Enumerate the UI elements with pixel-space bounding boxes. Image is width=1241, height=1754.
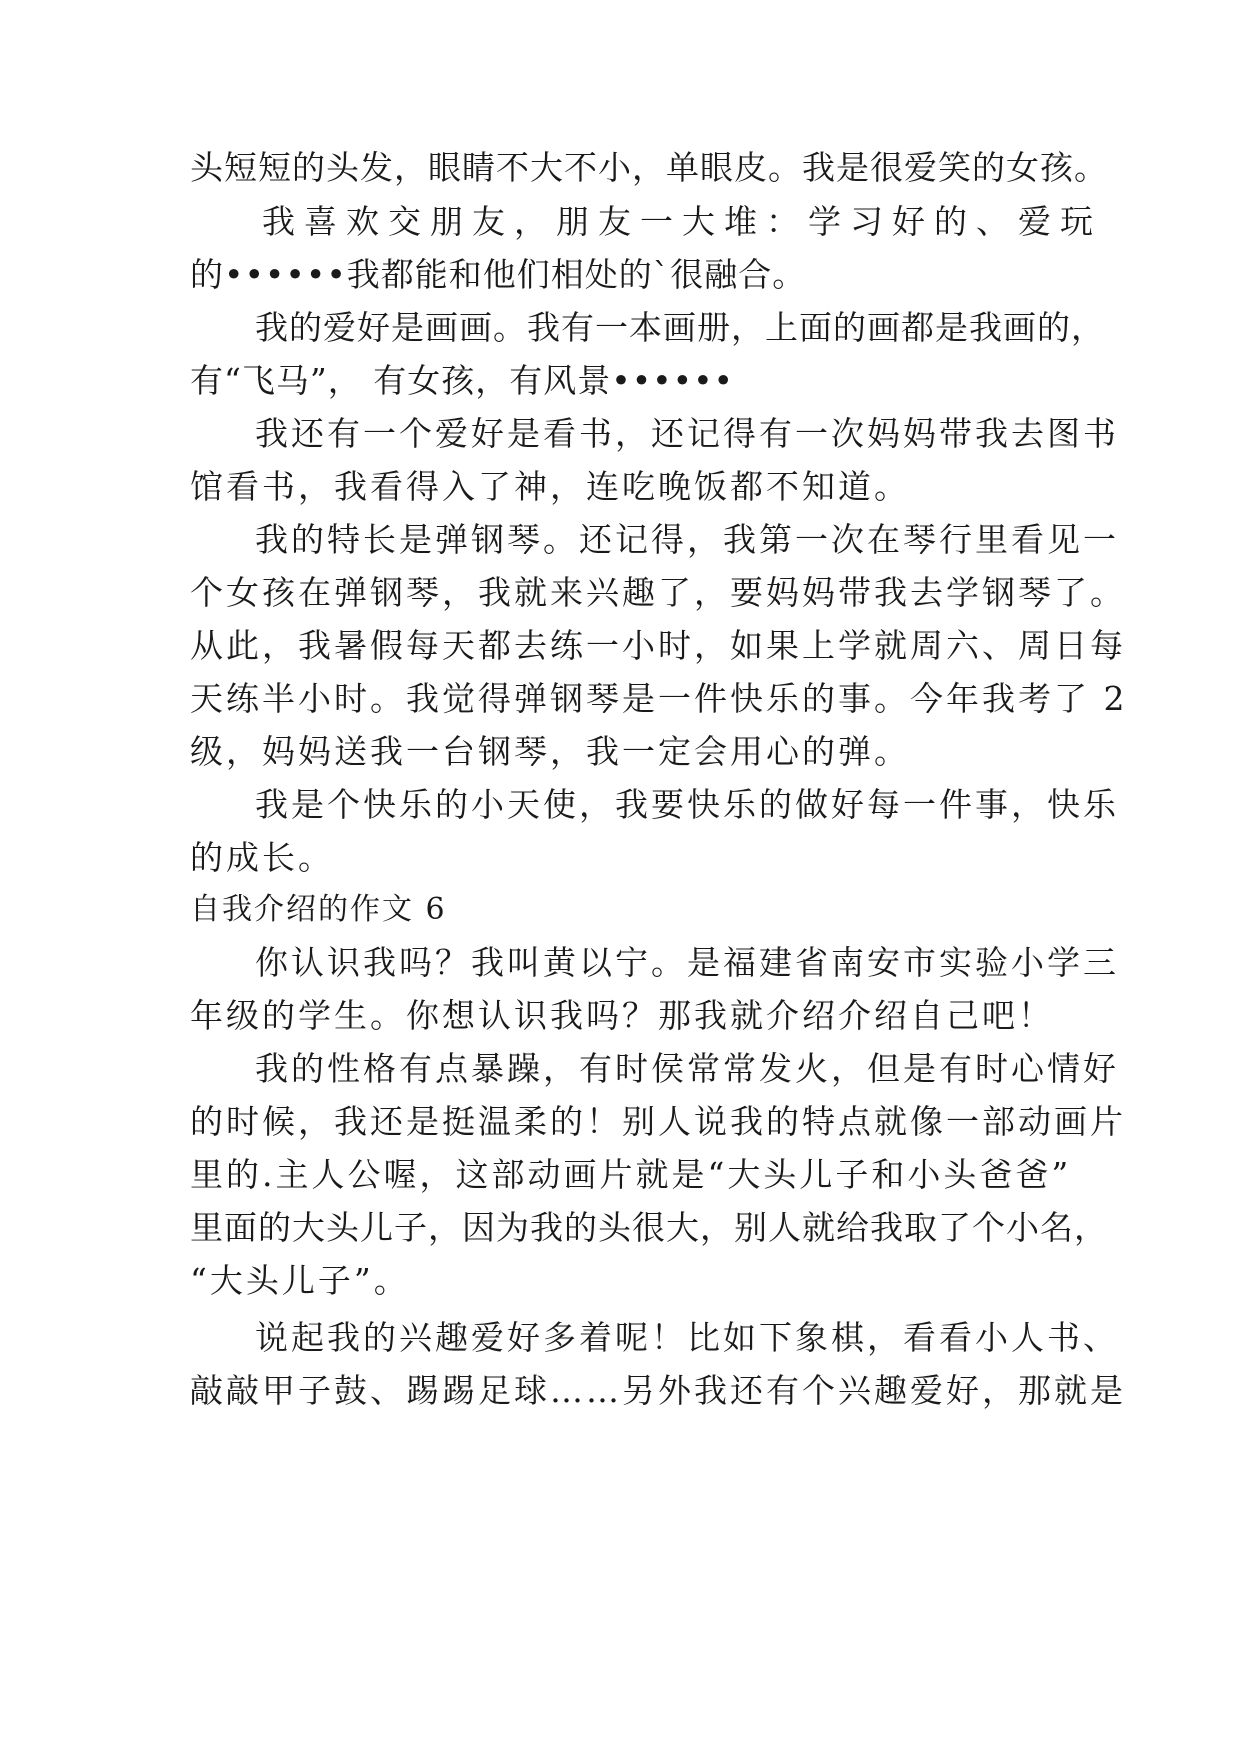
text-line: 里的.主人公喔，这部动画片就是“大头儿子和小头爸爸” bbox=[190, 1155, 1072, 1194]
text-line: 我还有一个爱好是看书，还记得有一次妈妈带我去图书 bbox=[255, 414, 1119, 453]
text-line: 我是个快乐的小天使，我要快乐的做好每一件事，快乐 bbox=[255, 785, 1119, 824]
text-line: 头短短的头发，眼睛不大不小，单眼皮。我是很爱笑的女孩。 bbox=[190, 148, 1108, 187]
text-line: 个女孩在弹钢琴，我就来兴趣了，要妈妈带我去学钢琴了。 bbox=[190, 573, 1126, 612]
text-line: 我的性格有点暴躁，有时侯常常发火，但是有时心情好 bbox=[255, 1049, 1119, 1088]
text-line: 里面的大头儿子，因为我的头很大，别人就给我取了个小名， bbox=[190, 1208, 1108, 1247]
text-line: 我喜欢交朋友，朋友一大堆：学习好的、爱玩 bbox=[262, 202, 1102, 241]
text-line: 馆看书，我看得入了神，连吃晚饭都不知道。 bbox=[190, 467, 910, 506]
text-line: 年级的学生。你想认识我吗？那我就介绍介绍自己吧！ bbox=[190, 996, 1054, 1035]
text-line: 的成长。 bbox=[190, 838, 334, 877]
text-line: “大头儿子”。 bbox=[190, 1261, 410, 1300]
text-line: 从此，我暑假每天都去练一小时，如果上学就周六、周日每 bbox=[190, 626, 1126, 665]
text-line: 的时候，我还是挺温柔的！别人说我的特点就像一部动画片 bbox=[190, 1102, 1126, 1141]
text-line: 说起我的兴趣爱好多着呢！比如下象棋，看看小人书、 bbox=[255, 1318, 1119, 1357]
section-heading: 自我介绍的作文 6 bbox=[190, 892, 447, 927]
text-line: 敲敲甲子鼓、踢踢足球……另外我还有个兴趣爱好，那就是 bbox=[190, 1371, 1126, 1410]
text-line: 我的爱好是画画。我有一本画册，上面的画都是我画的， bbox=[255, 308, 1105, 347]
text-line: 级，妈妈送我一台钢琴，我一定会用心的弹。 bbox=[190, 732, 910, 771]
text-line: 我的特长是弹钢琴。还记得，我第一次在琴行里看见一 bbox=[255, 520, 1119, 559]
text-line: 有“飞马”， 有女孩，有风景•••••• bbox=[190, 361, 735, 400]
text-line: 你认识我吗？我叫黄以宁。是福建省南安市实验小学三 bbox=[255, 943, 1119, 982]
text-line: 的••••••我都能和他们相处的`很融合。 bbox=[190, 255, 807, 294]
text-line: 天练半小时。我觉得弹钢琴是一件快乐的事。今年我考了 2 bbox=[190, 679, 1128, 718]
